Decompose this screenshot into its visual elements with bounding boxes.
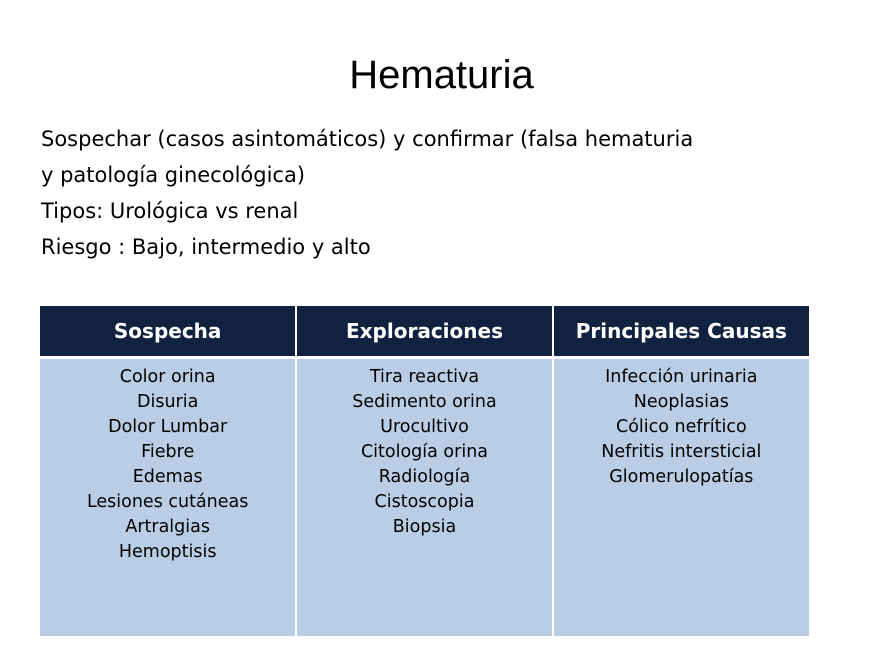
list-item: Radiología bbox=[378, 467, 471, 487]
body-line-2: y patología ginecológica) bbox=[41, 163, 306, 187]
list-item: Edemas bbox=[132, 467, 203, 487]
slide-title: Hematuria bbox=[349, 53, 534, 97]
cell-exploraciones bbox=[296, 358, 552, 637]
body-line-1: Sospechar (casos asintomáticos) y confirmar (falsa hematuria bbox=[41, 127, 694, 151]
list-item: Hemoptisis bbox=[118, 542, 217, 562]
list-item: Infección urinaria bbox=[605, 367, 758, 387]
list-item: Cistoscopia bbox=[374, 492, 475, 512]
table-header-row bbox=[40, 306, 809, 358]
list-item: Artralgias bbox=[125, 517, 210, 537]
cell-principales-causas bbox=[553, 358, 809, 637]
cell-sospecha bbox=[40, 358, 296, 637]
table-row bbox=[40, 358, 809, 637]
list-item: Nefritis intersticial bbox=[601, 442, 762, 462]
hematuria-table-container bbox=[40, 306, 809, 636]
body-line-3: Tipos: Urológica vs renal bbox=[41, 199, 299, 223]
body-line-4: Riesgo : Bajo, intermedio y alto bbox=[41, 235, 371, 259]
list-item: Biopsia bbox=[392, 517, 457, 537]
list-item: Tira reactiva bbox=[369, 367, 480, 387]
list-item: Disuria bbox=[137, 392, 199, 412]
list-item: Sedimento orina bbox=[352, 392, 497, 412]
list-item: Urocultivo bbox=[380, 417, 469, 437]
list-item: Fiebre bbox=[141, 442, 195, 462]
header-sospecha: Sospecha bbox=[40, 306, 296, 358]
list-item: Cólico nefrítico bbox=[615, 417, 747, 437]
header-exploraciones: Exploraciones bbox=[296, 306, 552, 358]
list-item: Dolor Lumbar bbox=[108, 417, 228, 437]
list-item: Color orina bbox=[119, 367, 216, 387]
header-principales-causas: Principales Causas bbox=[553, 306, 809, 358]
list-item: Glomerulopatías bbox=[609, 467, 754, 487]
list-item: Citología orina bbox=[360, 442, 489, 462]
list-item: Neoplasias bbox=[633, 392, 729, 412]
hematuria-table bbox=[40, 306, 809, 636]
slide-body-text bbox=[41, 121, 841, 265]
list-item: Lesiones cutáneas bbox=[86, 492, 249, 512]
